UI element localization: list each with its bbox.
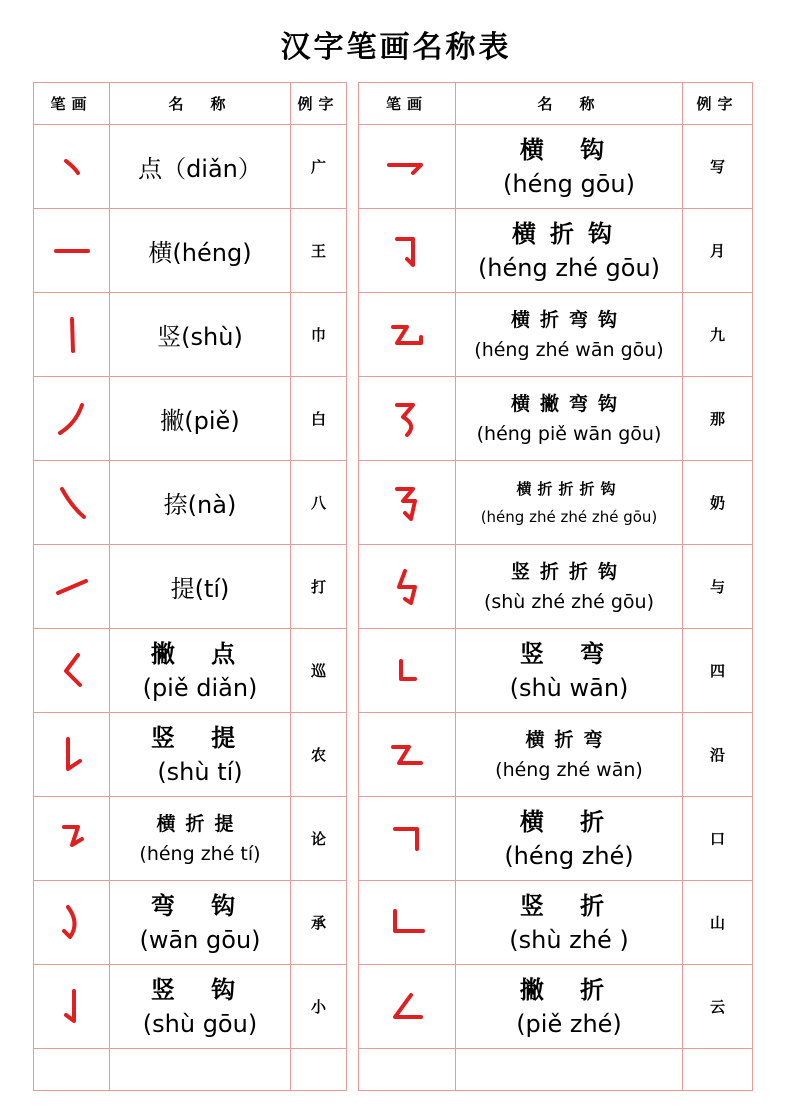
table-row: [34, 461, 347, 545]
example-char: 广: [291, 125, 347, 209]
example-char: 口: [683, 797, 753, 881]
stroke-cell: [359, 545, 456, 629]
empty-cell: [291, 1049, 347, 1091]
stroke-name-pinyin: (héng zhé gōu): [477, 253, 661, 282]
example-char: 农: [291, 713, 347, 797]
stroke-cell: [359, 377, 456, 461]
stroke-name-pinyin: (piě diǎn): [142, 673, 258, 702]
example-char: 月: [683, 209, 753, 293]
example-char: 与: [683, 545, 753, 629]
stroke-cell: [359, 209, 456, 293]
stroke-cell: [34, 377, 110, 461]
table-row: [359, 881, 753, 965]
stroke-name-pinyin: (shù zhé ): [509, 925, 629, 954]
stroke-name-hanzi: 横折钩: [512, 219, 626, 248]
name-cell: [456, 881, 683, 965]
stroke-name-pinyin: (shù gōu): [142, 1009, 258, 1038]
header-example: 例字: [291, 83, 347, 125]
example-char: 巡: [291, 629, 347, 713]
example-char: 打: [291, 545, 347, 629]
stroke-name-hanzi: 竖 弯: [519, 639, 619, 668]
header-stroke: 笔画: [359, 83, 456, 125]
example-char: 巾: [291, 293, 347, 377]
table-row: [359, 545, 753, 629]
example-char: 王: [291, 209, 347, 293]
empty-cell: [456, 1049, 683, 1091]
stroke-name-pinyin: (héng zhé wān gōu): [474, 338, 664, 361]
stroke-cell: [359, 629, 456, 713]
table-row: [359, 965, 753, 1049]
example-char: 奶: [683, 461, 753, 545]
header-stroke: 笔画: [34, 83, 110, 125]
stroke-name-pinyin: (shù tí): [157, 757, 243, 786]
table-row: [34, 629, 347, 713]
stroke-name-hanzi: 撇 折: [519, 975, 619, 1004]
name-cell: [110, 881, 291, 965]
stroke-name-hanzi: 竖折折钩: [510, 560, 627, 583]
table-row: [34, 293, 347, 377]
pie-zhe-stroke-icon: [385, 985, 429, 1029]
name-cell: [456, 377, 683, 461]
stroke-name: 撇(piě): [160, 407, 240, 435]
example-char: 四: [683, 629, 753, 713]
name-cell: [110, 797, 291, 881]
stroke-cell: [34, 125, 110, 209]
stroke-name-hanzi: 横 折: [519, 807, 619, 836]
shu-stroke-icon: [50, 313, 94, 357]
dian-stroke-icon: [50, 145, 94, 189]
heng-zhe-ti-stroke-icon: [50, 817, 94, 861]
stroke-name-hanzi: 横 钩: [519, 135, 619, 164]
empty-cell: [110, 1049, 291, 1091]
stroke-cell: [34, 965, 110, 1049]
stroke-cell: [34, 629, 110, 713]
stroke-cell: [34, 461, 110, 545]
stroke-name-hanzi: 横折弯: [525, 728, 613, 751]
name-cell: [110, 965, 291, 1049]
example-char: 八: [291, 461, 347, 545]
name-cell: [110, 377, 291, 461]
stroke-cell: [359, 881, 456, 965]
table-row: [359, 377, 753, 461]
name-cell: [456, 125, 683, 209]
stroke-name-pinyin: (héng piě wān gōu): [476, 422, 662, 445]
example-char: 九: [683, 293, 753, 377]
heng-zhe-gou-stroke-icon: [385, 229, 429, 273]
stroke-name-pinyin: (wān gōu): [139, 925, 261, 954]
pie-stroke-icon: [50, 397, 94, 441]
heng-gou-stroke-icon: [385, 145, 429, 189]
header-example: 例字: [683, 83, 753, 125]
stroke-name-hanzi: 横折提: [156, 812, 244, 835]
stroke-name: 提(tí): [170, 575, 230, 603]
stroke-name-hanzi: 竖 钩: [150, 975, 250, 1004]
stroke-cell: [359, 461, 456, 545]
stroke-name-pinyin: (héng gōu): [503, 169, 635, 198]
example-char: 承: [291, 881, 347, 965]
table-row: [359, 713, 753, 797]
stroke-name-pinyin: (piě zhé): [516, 1009, 622, 1038]
shu-zhe-zhe-gou-stroke-icon: [385, 565, 429, 609]
shu-wan-stroke-icon: [385, 649, 429, 693]
table-row: [34, 209, 347, 293]
name-cell: [456, 293, 683, 377]
table-row: [359, 209, 753, 293]
stroke-name: 点（diǎn）: [138, 155, 262, 183]
stroke-name: 捺(nà): [163, 491, 237, 519]
heng-zhe-wan-stroke-icon: [385, 733, 429, 777]
name-cell: [110, 293, 291, 377]
heng-zhe-wan-gou-stroke-icon: [385, 313, 429, 357]
stroke-name-hanzi: 横撇弯钩: [510, 392, 627, 415]
stroke-cell: [34, 209, 110, 293]
table-row: [34, 377, 347, 461]
stroke-name: 横(héng): [148, 239, 252, 267]
example-char: 写: [683, 125, 753, 209]
page-title: 汉字笔画名称表: [280, 30, 512, 65]
left-stroke-table: [33, 82, 347, 1091]
table-row: [34, 125, 347, 209]
stroke-cell: [359, 713, 456, 797]
empty-cell: [359, 1049, 456, 1091]
empty-cell: [34, 1049, 110, 1091]
name-cell: [110, 125, 291, 209]
table-row: [34, 545, 347, 629]
stroke-name-hanzi: 竖 提: [150, 723, 250, 752]
name-cell: [456, 545, 683, 629]
table-row: [359, 629, 753, 713]
table-row: [359, 125, 753, 209]
table-row: [34, 881, 347, 965]
stroke-name-pinyin: (héng zhé zhé zhé gōu): [480, 507, 658, 526]
stroke-cell: [359, 125, 456, 209]
name-cell: [456, 629, 683, 713]
name-cell: [110, 461, 291, 545]
stroke-cell: [359, 797, 456, 881]
empty-cell: [683, 1049, 753, 1091]
stroke-name-hanzi: 横折折折钩: [516, 479, 622, 498]
example-char: 云: [683, 965, 753, 1049]
na-stroke-icon: [50, 481, 94, 525]
heng-zhe-stroke-icon: [385, 817, 429, 861]
example-char: 论: [291, 797, 347, 881]
table-row: [359, 461, 753, 545]
name-cell: [456, 965, 683, 1049]
wan-gou-stroke-icon: [50, 901, 94, 945]
stroke-cell: [34, 797, 110, 881]
heng-stroke-icon: [50, 229, 94, 273]
example-char: 山: [683, 881, 753, 965]
stroke-name-hanzi: 弯 钩: [150, 891, 250, 920]
name-cell: [456, 209, 683, 293]
header-name: 名 称: [110, 83, 291, 125]
stroke-name-pinyin: (héng zhé): [504, 841, 634, 870]
stroke-cell: [34, 713, 110, 797]
stroke-name-pinyin: (shù wān): [509, 673, 629, 702]
table-row: [34, 797, 347, 881]
stroke-name-hanzi: 横折弯钩: [510, 308, 627, 331]
name-cell: [456, 713, 683, 797]
shu-zhe-stroke-icon: [385, 901, 429, 945]
table-row: [34, 965, 347, 1049]
heng-pie-wan-gou-stroke-icon: [385, 397, 429, 441]
name-cell: [110, 545, 291, 629]
stroke-name-hanzi: 竖 折: [519, 891, 619, 920]
stroke-name-pinyin: (héng zhé wān): [495, 758, 643, 781]
stroke-name: 竖(shù): [157, 323, 243, 351]
name-cell: [456, 797, 683, 881]
name-cell: [110, 713, 291, 797]
stroke-cell: [34, 545, 110, 629]
name-cell: [110, 629, 291, 713]
name-cell: [110, 209, 291, 293]
stroke-cell: [359, 293, 456, 377]
stroke-cell: [34, 881, 110, 965]
ti-stroke-icon: [50, 565, 94, 609]
stroke-name-pinyin: (héng zhé tí): [139, 842, 261, 865]
stroke-name-hanzi: 撇 点: [150, 639, 250, 668]
example-char: 沿: [683, 713, 753, 797]
example-char: 那: [683, 377, 753, 461]
shu-ti-stroke-icon: [50, 733, 94, 777]
example-char: 白: [291, 377, 347, 461]
stroke-name-pinyin: (shù zhé zhé gōu): [483, 590, 655, 613]
example-char: 小: [291, 965, 347, 1049]
heng-zhe-zhe-zhe-gou-stroke-icon: [385, 481, 429, 525]
table-row: [359, 293, 753, 377]
header-name: 名 称: [456, 83, 683, 125]
name-cell: [456, 461, 683, 545]
right-stroke-table: [358, 82, 753, 1091]
table-row: [359, 797, 753, 881]
shu-gou-stroke-icon: [50, 985, 94, 1029]
pie-dian-stroke-icon: [50, 649, 94, 693]
stroke-cell: [359, 965, 456, 1049]
table-row: [34, 713, 347, 797]
stroke-cell: [34, 293, 110, 377]
